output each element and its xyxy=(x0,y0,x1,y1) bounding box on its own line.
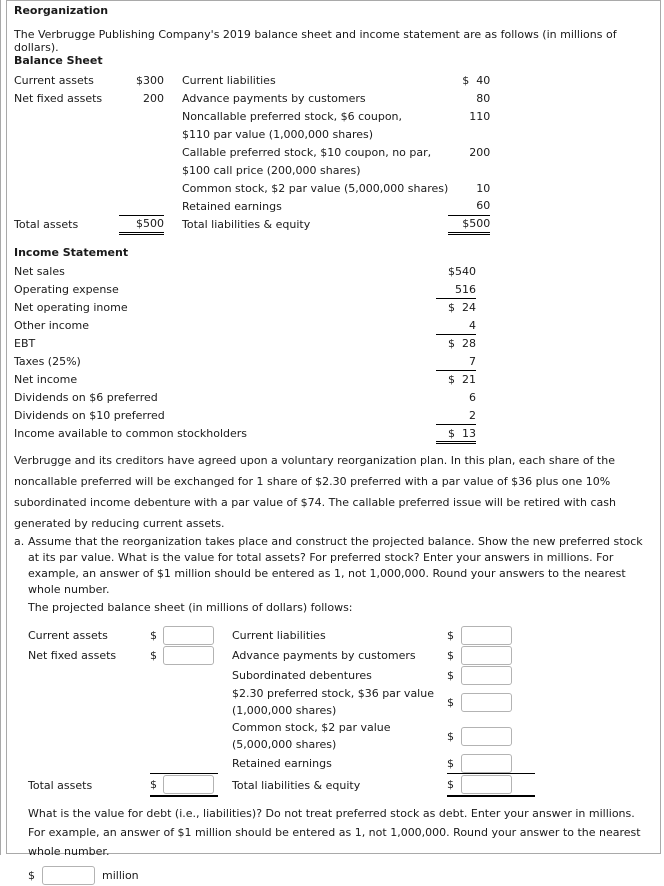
bs-label-left: Net fixed assets xyxy=(14,91,103,105)
projected-bs-row xyxy=(28,685,652,719)
is-amount: 516 xyxy=(436,281,476,299)
table-row xyxy=(14,179,490,197)
form-label: Total liabilities & equity xyxy=(232,778,361,792)
table-row xyxy=(14,317,476,335)
table-row xyxy=(14,371,476,389)
is-label: Dividends on $6 preferred xyxy=(14,391,158,404)
table-row xyxy=(14,353,476,371)
bs-label-right: Total liabilities & equity xyxy=(182,217,311,231)
form-label: Retained earnings xyxy=(232,756,332,770)
is-amount: $540 xyxy=(448,265,476,278)
projected-bs-row xyxy=(28,665,652,685)
projected-balance-sheet-form xyxy=(28,625,652,797)
form-label: $2.30 preferred stock, $36 par value xyxy=(232,687,434,700)
is-label: Dividends on $10 preferred xyxy=(14,409,165,422)
is-label: Taxes (25%) xyxy=(14,355,81,368)
dollar-sign: $ xyxy=(150,778,157,791)
retained-earnings-input[interactable] xyxy=(461,754,512,773)
income-statement-heading: Income Statement xyxy=(14,245,129,259)
bs-label-right: Common stock, $2 par value (5,000,000 shares) xyxy=(182,181,449,195)
projected-bs-row xyxy=(28,719,652,753)
form-label: Total assets xyxy=(28,778,93,792)
is-amount: $ 24 xyxy=(448,301,476,315)
subordinated-debentures-input[interactable] xyxy=(461,666,512,685)
table-row xyxy=(14,71,490,89)
dollar-sign: $ xyxy=(447,756,454,770)
is-amount: $ 21 xyxy=(448,373,476,387)
part-a-instructions: Assume that the reorganization takes place and construct the projected balance. Show the new preferred stock at its par value. What is the value for total assets? For preferred stock? Enter your answers in millions. For example, an answer of $1 million should be entered as 1, not 1,000,000. Round your answers to the nearest whole number. xyxy=(28,535,643,596)
table-row xyxy=(14,407,476,425)
bs-label-right: Retained earnings xyxy=(182,199,282,213)
bs-total-left: $500 xyxy=(119,215,164,233)
is-label: Net sales xyxy=(14,265,65,278)
is-label: Net income xyxy=(14,373,78,386)
bs-label-right: $100 call price (200,000 shares) xyxy=(182,163,361,177)
table-row xyxy=(14,335,476,353)
is-amount: 4 xyxy=(436,317,476,335)
dollar-sign: $ xyxy=(28,869,35,882)
dollar-sign: $ xyxy=(447,729,454,743)
form-label: (1,000,000 shares) xyxy=(232,704,337,717)
bs-amount-right: $ 40 xyxy=(462,73,491,87)
table-row xyxy=(14,143,490,161)
projected-bs-row xyxy=(28,645,652,665)
table-row xyxy=(14,89,490,107)
table-row xyxy=(14,215,490,233)
projected-bs-row xyxy=(28,753,652,773)
debt-value-input[interactable] xyxy=(42,866,95,885)
table-row xyxy=(14,389,476,407)
bs-label-right: Noncallable preferred stock, $6 coupon, xyxy=(182,109,403,123)
form-label: Current liabilities xyxy=(232,628,326,642)
common-stock-input[interactable] xyxy=(461,727,512,746)
problem-panel xyxy=(6,0,661,882)
bs-total-right: $500 xyxy=(448,215,490,233)
answer-unit-label: million xyxy=(102,869,139,882)
bs-label-left: Current assets xyxy=(14,73,94,87)
bs-label-right: $110 par value (1,000,000 shares) xyxy=(182,127,374,141)
is-amount: 6 xyxy=(469,391,476,404)
projected-advance-payments-input[interactable] xyxy=(461,646,512,665)
projected-balance-sheet-caption: The projected balance sheet (in millions of dollars) follows: xyxy=(28,601,353,614)
bs-label-right: Advance payments by customers xyxy=(182,91,366,105)
is-label: EBT xyxy=(14,337,36,350)
projected-net-fixed-assets-input[interactable] xyxy=(163,646,214,665)
dollar-sign: $ xyxy=(447,628,454,642)
intro-text: The Verbrugge Publishing Company's 2019 balance sheet and income statement are as follows (in millions of dollars). xyxy=(14,28,617,54)
bs-amount-right xyxy=(448,161,490,179)
table-row xyxy=(14,281,476,299)
projected-current-liabilities-input[interactable] xyxy=(461,626,512,645)
form-label: Advance payments by customers xyxy=(232,648,416,662)
dollar-sign: $ xyxy=(150,648,157,662)
dollar-sign: $ xyxy=(447,695,454,709)
table-row xyxy=(14,425,476,443)
total-liabilities-equity-input[interactable] xyxy=(461,775,512,794)
total-assets-input[interactable] xyxy=(163,775,214,794)
bs-amount-right: 60 xyxy=(476,199,491,213)
bs-label-left: Total assets xyxy=(14,217,79,231)
debt-answer-row xyxy=(28,865,652,886)
bs-label-right: Callable preferred stock, $10 coupon, no par, xyxy=(182,145,432,159)
bs-amount-right: 10 xyxy=(476,181,491,195)
projected-bs-total-row xyxy=(28,773,652,797)
dollar-sign: $ xyxy=(447,778,454,791)
balance-sheet-table xyxy=(14,71,490,235)
is-label: Income available to common stockholders xyxy=(14,427,248,440)
is-amount: 2 xyxy=(436,407,476,425)
form-label: Net fixed assets xyxy=(28,648,117,662)
bs-amount-left: 200 xyxy=(143,91,164,105)
form-label: Common stock, $2 par value xyxy=(232,721,391,734)
bs-amount-right xyxy=(448,125,490,143)
is-amount: 7 xyxy=(436,353,476,371)
bs-amount-left: $300 xyxy=(136,73,164,87)
dollar-sign: $ xyxy=(150,628,157,642)
dollar-sign: $ xyxy=(447,668,454,682)
is-label: Net operating inome xyxy=(14,301,128,314)
is-label: Other income xyxy=(14,319,90,332)
table-row xyxy=(14,107,490,125)
preferred-stock-input[interactable] xyxy=(461,693,512,712)
bs-amount-right: 80 xyxy=(476,91,491,105)
projected-current-assets-input[interactable] xyxy=(163,626,214,645)
page-title: Reorganization xyxy=(14,4,109,17)
form-label: (5,000,000 shares) xyxy=(232,738,337,751)
bs-amount-right: 200 xyxy=(469,145,491,159)
income-statement-table xyxy=(14,263,476,445)
table-row xyxy=(14,197,490,215)
table-row xyxy=(14,125,490,143)
table-row xyxy=(14,299,476,317)
projected-bs-row xyxy=(28,625,652,645)
dollar-sign: $ xyxy=(447,648,454,662)
plan-paragraph: Verbrugge and its creditors have agreed upon a voluntary reorganization plan. In this plan, each share of the noncallable preferred will be exchanged for 1 share of $2.30 preferred with a par value of $36 plus one 10% subordinated income debenture with a par value of $74. The callable preferred issue will be retired with cash generated by reducing current assets. xyxy=(14,454,616,530)
table-row xyxy=(14,263,476,281)
part-a-section xyxy=(14,534,652,886)
is-label: Operating expense xyxy=(14,283,119,296)
bs-amount-right: 110 xyxy=(469,109,491,123)
bs-label-right: Current liabilities xyxy=(182,73,276,87)
balance-sheet-heading: Balance Sheet xyxy=(14,54,103,67)
form-label: Subordinated debentures xyxy=(232,668,372,682)
table-row xyxy=(14,161,490,179)
form-label: Current assets xyxy=(28,628,108,642)
is-amount: $ 28 xyxy=(448,337,476,351)
debt-question-text: What is the value for debt (i.e., liabilities)? Do not treat preferred stock as debt. Enter your answer in millions. For example, an answer of $1 million should be entered as 1, not 1,000,000. Round your answer to the nearest whole number. xyxy=(28,807,641,858)
is-total: $ 13 xyxy=(436,425,476,443)
part-a-marker: a. xyxy=(14,535,25,548)
